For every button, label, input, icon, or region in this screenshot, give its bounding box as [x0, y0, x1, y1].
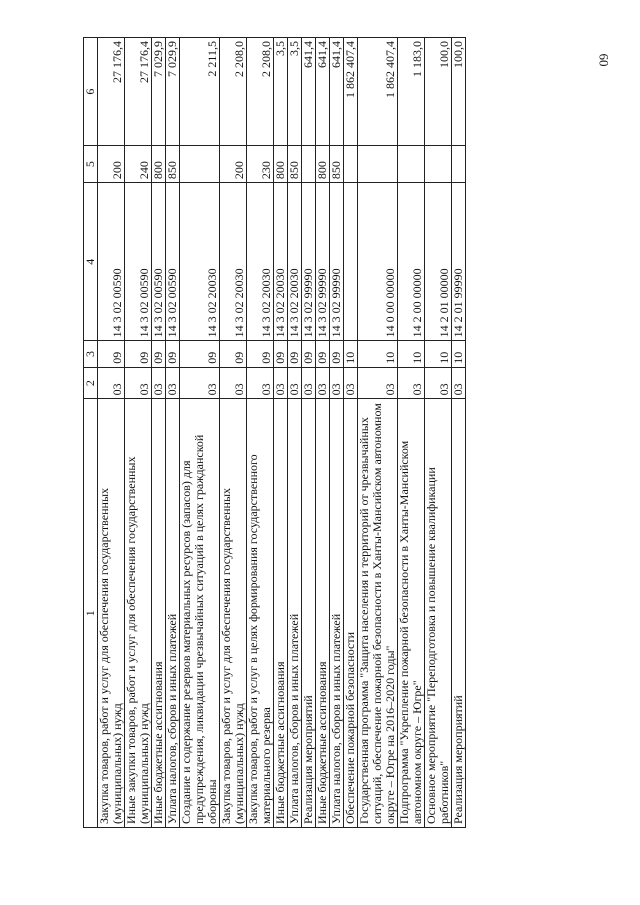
- target-article-cell: [344, 183, 358, 341]
- target-article-cell: 14 3 02 99990: [330, 183, 344, 341]
- row-name-cell: Иные бюджетные ассигнования: [152, 399, 166, 828]
- subsection-code-cell: 10: [344, 341, 358, 367]
- table-row: [288, 38, 302, 828]
- table-row: [452, 38, 466, 828]
- target-article-cell: 14 3 02 20030: [180, 183, 220, 341]
- amount-cell: 641,4: [316, 38, 330, 146]
- subsection-code-cell: 09: [152, 341, 166, 367]
- section-code-cell: 03: [344, 367, 358, 399]
- row-name-cell: Уплата налогов, сборов и иных платежей: [330, 399, 344, 828]
- section-code-cell: 03: [425, 367, 452, 399]
- subsection-code-cell: 10: [398, 341, 425, 367]
- section-code-cell: 03: [330, 367, 344, 399]
- target-article-cell: 14 3 02 00590: [152, 183, 166, 341]
- row-name-cell: Обеспечение пожарной безопасности: [344, 399, 358, 828]
- row-name-cell: Иные бюджетные ассигнования: [316, 399, 330, 828]
- subsection-code-cell: 09: [125, 341, 152, 367]
- amount-cell: 100,0: [425, 38, 452, 146]
- amount-cell: 1 183,0: [398, 38, 425, 146]
- expense-type-cell: 200: [98, 146, 125, 183]
- subsection-code-cell: 10: [452, 341, 466, 367]
- amount-cell: 1 862 407,4: [358, 38, 398, 146]
- section-code-cell: 03: [274, 367, 288, 399]
- row-name-cell: Уплата налогов, сборов и иных платежей: [166, 399, 180, 828]
- target-article-cell: 14 3 02 20030: [274, 183, 288, 341]
- row-name-cell: Подпрограмма "Укрепление пожарной безопасности в Ханты-Мансийском автономном округе – Югре": [398, 399, 425, 828]
- column-header: 5: [84, 146, 98, 183]
- expense-type-cell: [180, 146, 220, 183]
- expense-type-cell: [302, 146, 316, 183]
- column-header: 3: [84, 341, 98, 367]
- subsection-code-cell: 09: [220, 341, 247, 367]
- expense-type-cell: 800: [274, 146, 288, 183]
- target-article-cell: 14 2 01 00000: [425, 183, 452, 341]
- amount-cell: 3,5: [274, 38, 288, 146]
- table-row: [274, 38, 288, 828]
- section-code-cell: 03: [125, 367, 152, 399]
- section-code-cell: 03: [358, 367, 398, 399]
- table-row: [180, 38, 220, 828]
- target-article-cell: 14 3 02 20030: [247, 183, 274, 341]
- subsection-code-cell: 10: [358, 341, 398, 367]
- target-article-cell: 14 3 02 20030: [288, 183, 302, 341]
- target-article-cell: 14 3 02 00590: [166, 183, 180, 341]
- amount-cell: 100,0: [452, 38, 466, 146]
- row-name-cell: Основное мероприятие "Переподготовка и повышение квалификации работников": [425, 399, 452, 828]
- target-article-cell: 14 2 01 99990: [452, 183, 466, 341]
- table-row: [344, 38, 358, 828]
- expense-type-cell: 240: [125, 146, 152, 183]
- amount-cell: 27 176,4: [98, 38, 125, 146]
- header-row: [84, 38, 98, 828]
- amount-cell: 7 029,9: [152, 38, 166, 146]
- table-row: [166, 38, 180, 828]
- expense-type-cell: 200: [220, 146, 247, 183]
- section-code-cell: 03: [220, 367, 247, 399]
- amount-cell: 1 862 407,4: [344, 38, 358, 146]
- row-name-cell: Реализация мероприятий: [302, 399, 316, 828]
- row-name-cell: Закупка товаров, работ и услуг в целях формирования государственного материального резерва: [247, 399, 274, 828]
- subsection-code-cell: 09: [274, 341, 288, 367]
- table-row: [152, 38, 166, 828]
- row-name-cell: Иные бюджетные ассигнования: [274, 399, 288, 828]
- expense-type-cell: 850: [330, 146, 344, 183]
- expense-type-cell: 800: [152, 146, 166, 183]
- subsection-code-cell: 09: [288, 341, 302, 367]
- expense-type-cell: [398, 146, 425, 183]
- budget-table: [83, 37, 466, 828]
- target-article-cell: 14 3 02 99990: [316, 183, 330, 341]
- row-name-cell: Уплата налогов, сборов и иных платежей: [288, 399, 302, 828]
- table-row: [330, 38, 344, 828]
- page-number: 60: [596, 53, 612, 67]
- section-code-cell: 03: [152, 367, 166, 399]
- target-article-cell: 14 3 02 20030: [220, 183, 247, 341]
- row-name-cell: Иные закупки товаров, работ и услуг для обеспечения государственных (муниципальных) нужд: [125, 399, 152, 828]
- column-header: 6: [84, 38, 98, 146]
- subsection-code-cell: 10: [425, 341, 452, 367]
- section-code-cell: 03: [316, 367, 330, 399]
- expense-type-cell: 850: [288, 146, 302, 183]
- amount-cell: 2 208,0: [247, 38, 274, 146]
- expense-type-cell: [452, 146, 466, 183]
- amount-cell: 641,4: [302, 38, 316, 146]
- section-code-cell: 03: [288, 367, 302, 399]
- table-row: [125, 38, 152, 828]
- subsection-code-cell: 09: [98, 341, 125, 367]
- table-row: [398, 38, 425, 828]
- subsection-code-cell: 09: [330, 341, 344, 367]
- table-row: [98, 38, 125, 828]
- column-header: 2: [84, 367, 98, 399]
- row-name-cell: Закупка товаров, работ и услуг для обеспечения государственных (муниципальных) нужд: [220, 399, 247, 828]
- expense-type-cell: [358, 146, 398, 183]
- expense-type-cell: [425, 146, 452, 183]
- section-code-cell: 03: [452, 367, 466, 399]
- expense-type-cell: [344, 146, 358, 183]
- target-article-cell: 14 3 02 99990: [302, 183, 316, 341]
- section-code-cell: 03: [166, 367, 180, 399]
- table-row: [316, 38, 330, 828]
- column-header: 1: [84, 399, 98, 828]
- row-name-cell: Реализация мероприятий: [452, 399, 466, 828]
- table-row: [302, 38, 316, 828]
- section-code-cell: 03: [247, 367, 274, 399]
- column-header: 4: [84, 183, 98, 341]
- table-row: [247, 38, 274, 828]
- amount-cell: 3,5: [288, 38, 302, 146]
- target-article-cell: 14 3 02 00590: [98, 183, 125, 341]
- subsection-code-cell: 09: [180, 341, 220, 367]
- subsection-code-cell: 09: [166, 341, 180, 367]
- row-name-cell: Создание и содержание резервов материальных ресурсов (запасов) для предупреждения, ликвидации чрезвычайных ситуаций в целях гражданской обороны: [180, 399, 220, 828]
- amount-cell: 2 208,0: [220, 38, 247, 146]
- section-code-cell: 03: [302, 367, 316, 399]
- section-code-cell: 03: [98, 367, 125, 399]
- table-row: [220, 38, 247, 828]
- target-article-cell: 14 2 00 00000: [398, 183, 425, 341]
- section-code-cell: 03: [398, 367, 425, 399]
- row-name-cell: Государственная программа "Защита населения и территорий от чрезвычайных ситуаций, обеспечение пожарной безопасности в Ханты-Мансийском автономном округе – Югре на 2016–2020 годы": [358, 399, 398, 828]
- expense-type-cell: 230: [247, 146, 274, 183]
- table-row: [358, 38, 398, 828]
- target-article-cell: 14 3 02 00590: [125, 183, 152, 341]
- amount-cell: 2 211,5: [180, 38, 220, 146]
- table-row: [425, 38, 452, 828]
- subsection-code-cell: 09: [247, 341, 274, 367]
- amount-cell: 641,4: [330, 38, 344, 146]
- subsection-code-cell: 09: [302, 341, 316, 367]
- target-article-cell: 14 0 00 00000: [358, 183, 398, 341]
- amount-cell: 7 029,9: [166, 38, 180, 146]
- row-name-cell: Закупка товаров, работ и услуг для обеспечения государственных (муниципальных) нужд: [98, 399, 125, 828]
- subsection-code-cell: 09: [316, 341, 330, 367]
- expense-type-cell: 800: [316, 146, 330, 183]
- amount-cell: 27 176,4: [125, 38, 152, 146]
- section-code-cell: 03: [180, 367, 220, 399]
- expense-type-cell: 850: [166, 146, 180, 183]
